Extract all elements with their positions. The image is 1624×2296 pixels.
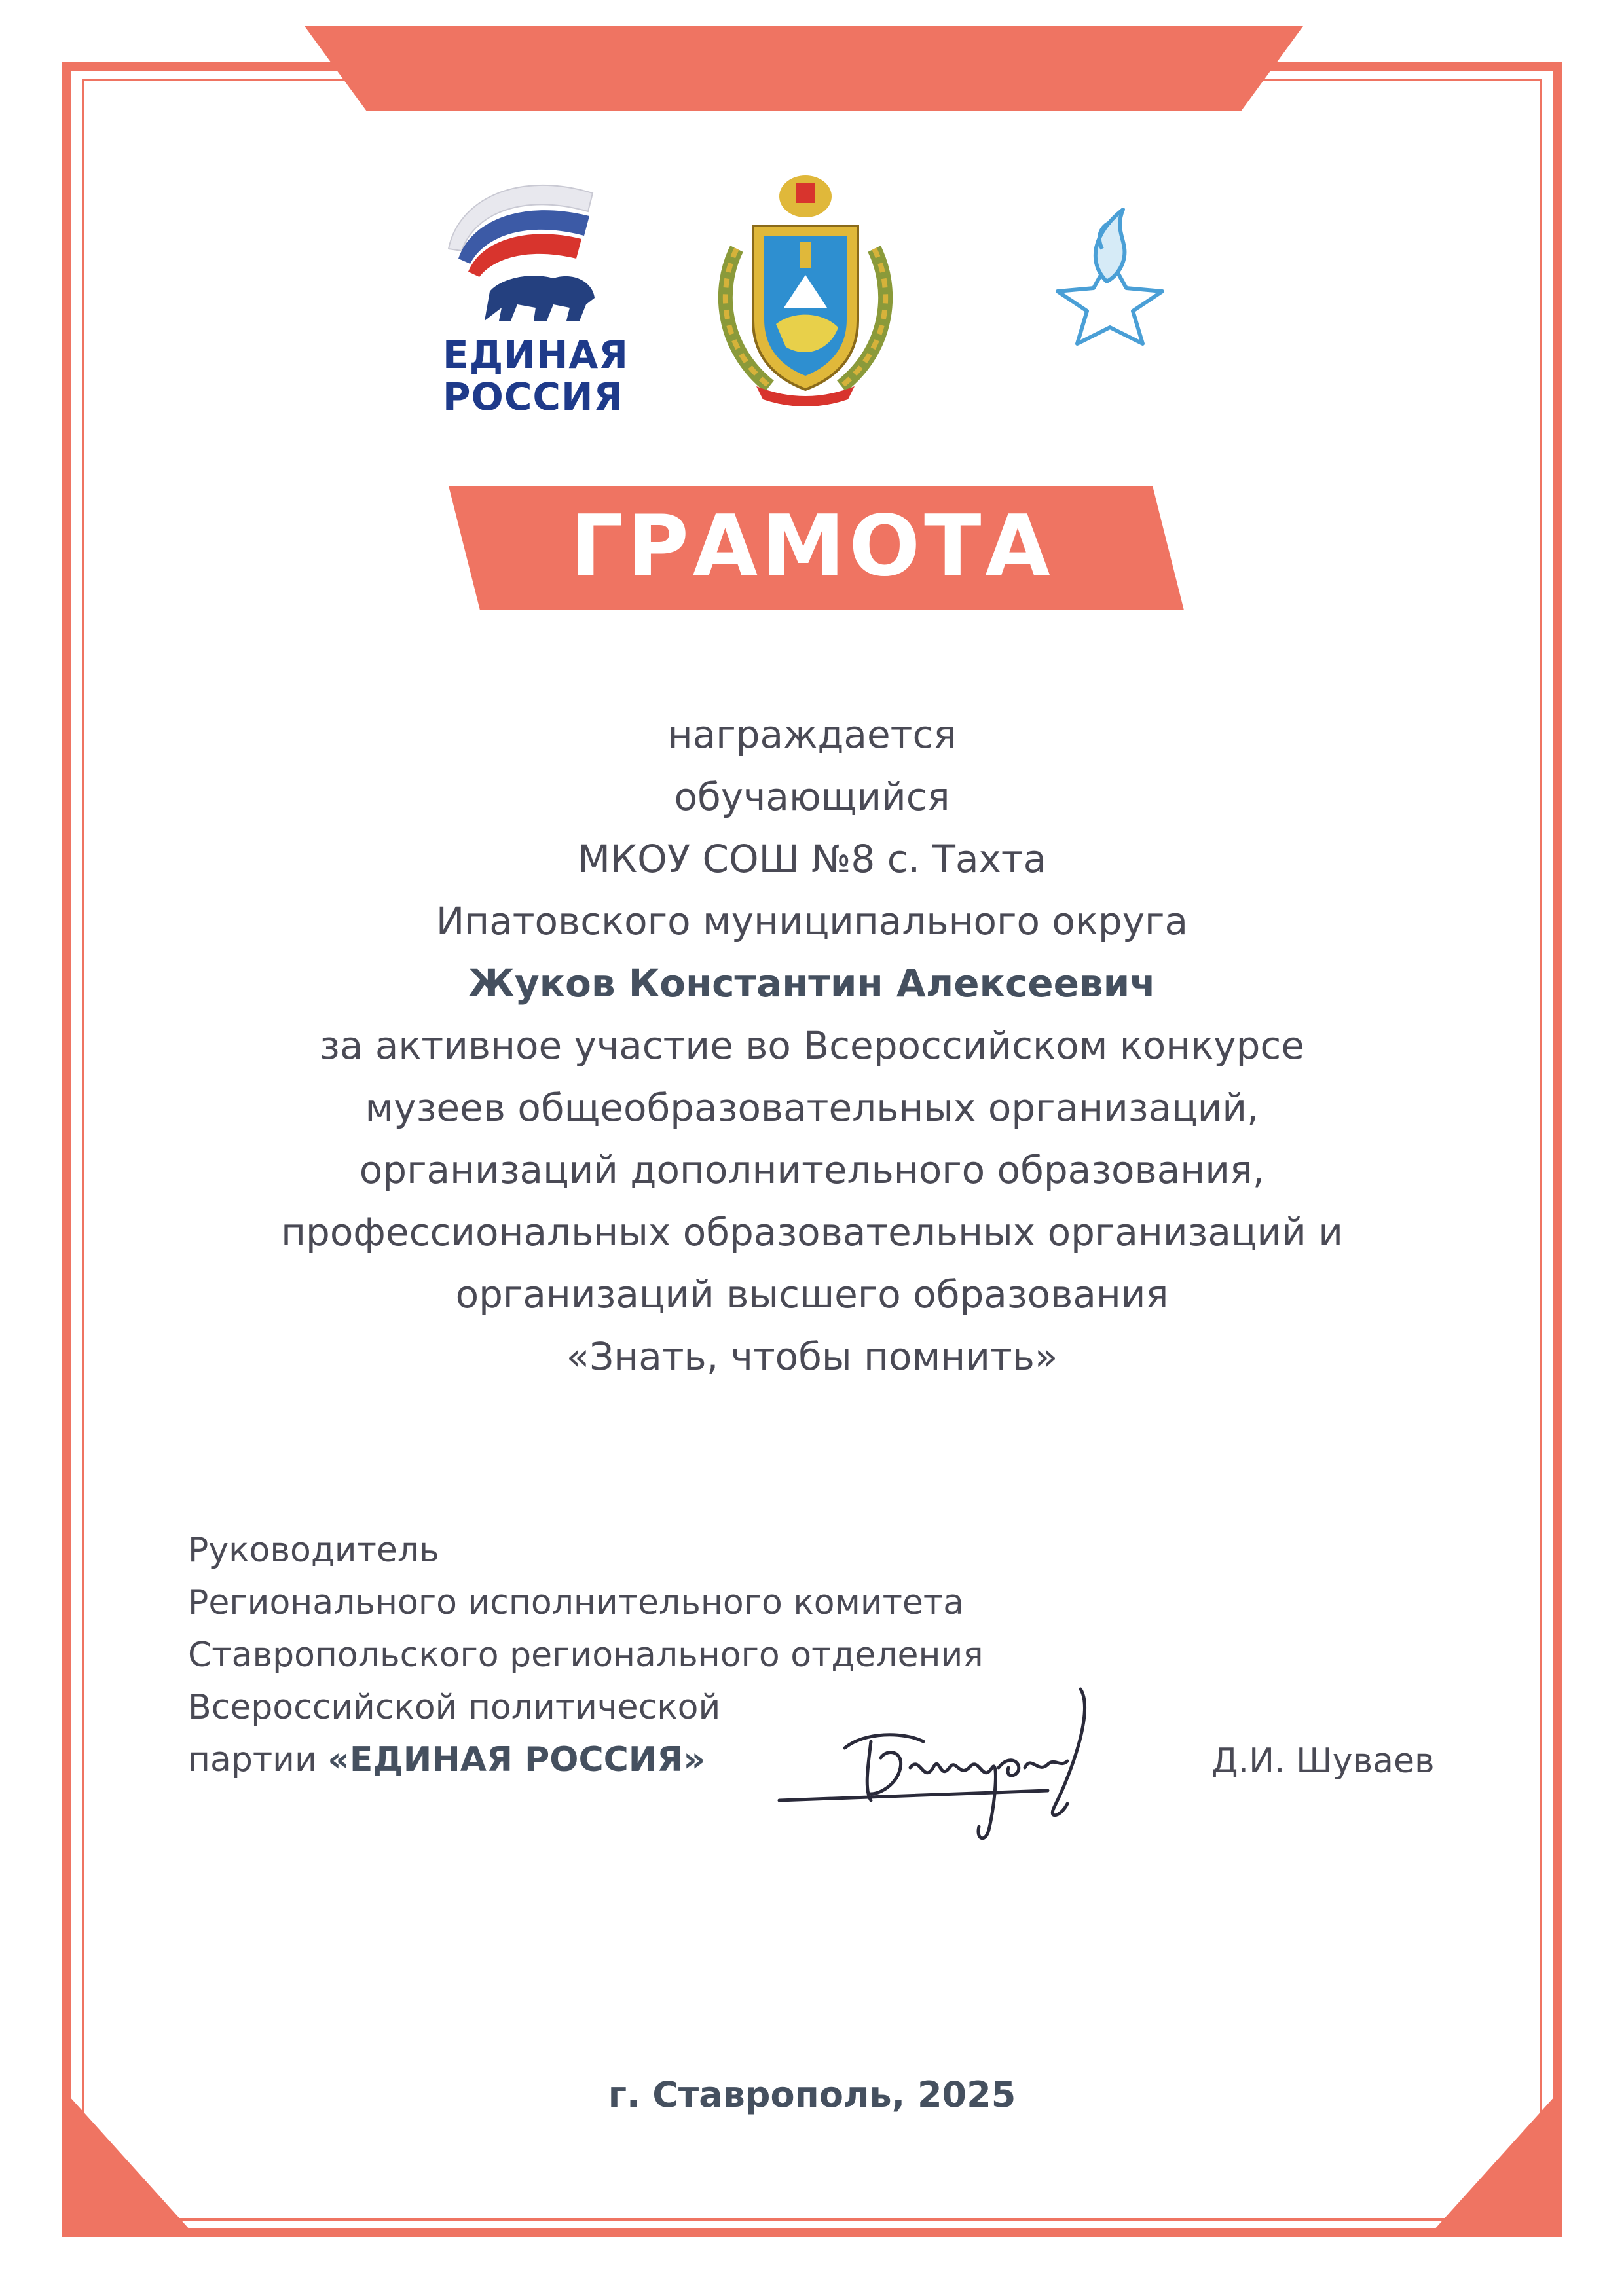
award-line-6: за активное участие во Всероссийском конкурсе	[320, 1023, 1304, 1068]
award-line-7: музеев общеобразовательных организаций,	[365, 1085, 1259, 1130]
signatory-line-3: Ставропольского регионального отделения	[188, 1635, 984, 1675]
signatory-party-name: «ЕДИНАЯ РОССИЯ»	[327, 1740, 705, 1779]
award-line-1: награждается	[667, 712, 957, 757]
award-line-8: организаций дополнительного образования,	[359, 1148, 1265, 1192]
district-name: Ипатовского муниципального округа	[435, 899, 1189, 943]
award-text	[92, 704, 1532, 1388]
recipient-name: Жуков Константин Алексеевич	[468, 961, 1156, 1006]
award-line-9: профессиональных образовательных организаций и	[281, 1210, 1343, 1254]
certificate-title: ГРАМОТА	[570, 498, 1054, 595]
signature	[773, 1669, 1153, 1853]
signatory-line-2: Регионального исполнительного комитета	[188, 1583, 965, 1622]
eternal-flame	[1025, 196, 1195, 354]
party-logo-text-line2: РОССИЯ	[443, 374, 624, 419]
award-line-2: обучающийся	[674, 774, 950, 819]
party-logo-text-line1: ЕДИНАЯ	[443, 333, 629, 377]
school-name: МКОУ СОШ №8 с. Тахта	[577, 837, 1047, 881]
signatory-line-1: Руководитель	[188, 1531, 439, 1570]
bottom-right-corner	[1428, 2088, 1562, 2237]
award-line-10: организаций высшего образования	[455, 1272, 1169, 1317]
party-logo	[439, 173, 622, 337]
party-logo-text	[443, 333, 629, 419]
bear-flag-icon	[449, 185, 595, 321]
coat-of-arms	[710, 170, 900, 406]
bottom-left-corner	[62, 2088, 196, 2237]
signatory-line-5-prefix: партии	[188, 1740, 328, 1779]
eternal-flame-star-icon	[1058, 210, 1162, 344]
top-ribbon	[304, 26, 1303, 111]
signatory-line-4: Всероссийской политической	[188, 1688, 721, 1727]
signatory-name: Д.И. Шуваев	[1211, 1741, 1435, 1781]
stavropol-coat-of-arms-icon	[726, 175, 885, 406]
contest-name: «Знать, чтобы помнить»	[566, 1334, 1058, 1379]
place-and-year: г. Ставрополь, 2025	[608, 2074, 1016, 2115]
